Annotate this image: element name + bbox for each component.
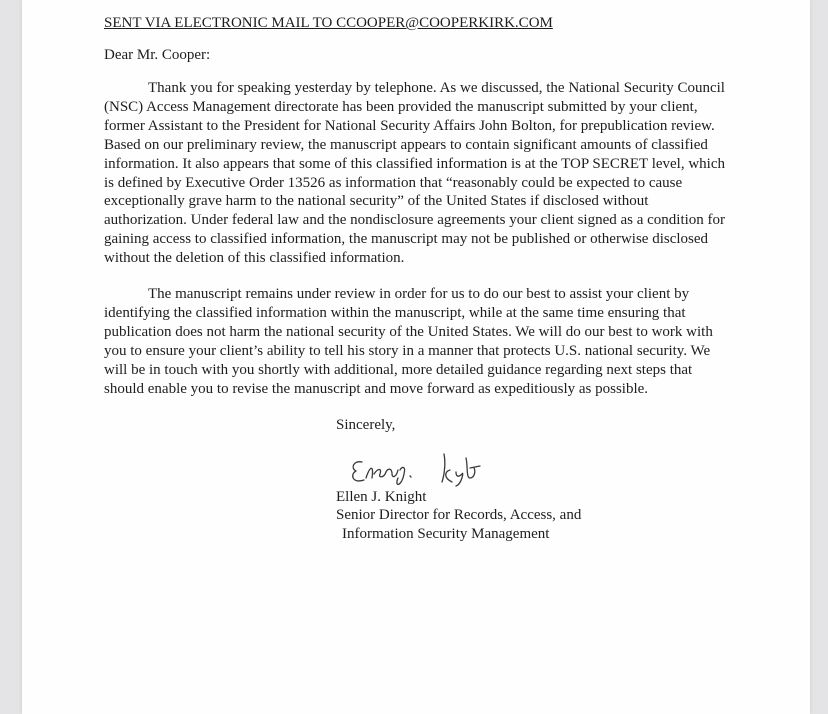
paragraph-2: The manuscript remains under review in order for us to do our best to assist your client by identifying the classified information within the manuscript, while at the same time ensuring that publication does not harm the national security of the United States. We will do our best to work with you to ensure your client’s ability to tell his story in a manner that protects U.S. national security. We will be in touch with you shortly with additional, more detailed guidance regarding next steps that should enable you to revise the manuscript and move forward as expeditiously as possible.: [104, 286, 713, 397]
salutation: Dear Mr. Cooper:: [104, 47, 211, 63]
letter-body: [104, 14, 732, 543]
signer-title-line-2: Information Security Management: [342, 525, 550, 542]
document-page: [22, 0, 810, 714]
handwritten-signature: [344, 444, 544, 488]
signer-title-line-1: Senior Director for Records, Access, and: [336, 507, 582, 523]
closing: Sincerely,: [336, 416, 396, 433]
signature-block: [336, 488, 732, 544]
signer-name: Ellen J. Knight: [336, 488, 427, 505]
paragraph-1: Thank you for speaking yesterday by telephone. As we discussed, the National Security Council (NSC) Access Management directorate has been provided the manuscript submitted by your client, former Assistant to the President for National Security Affairs John Bolton, for prepublication review. Based on our preliminary review, the manuscript appears to contain significant amounts of classified information. It also appears that some of this classified information is at the TOP SECRET level, which is defined by Executive Order 13526 as information that “reasonably could be expected to cause exceptionally grave harm to the national security” of the United States if disclosed without authorization. Under federal law and the nondisclosure agreements your client signed as a condition for gaining access to classified information, the manuscript may not be published or otherwise disclosed without the deletion of this classified information.: [104, 80, 726, 267]
transmission-header: SENT VIA ELECTRONIC MAIL TO CCOOPER@COOPERKIRK.COM: [104, 15, 553, 31]
